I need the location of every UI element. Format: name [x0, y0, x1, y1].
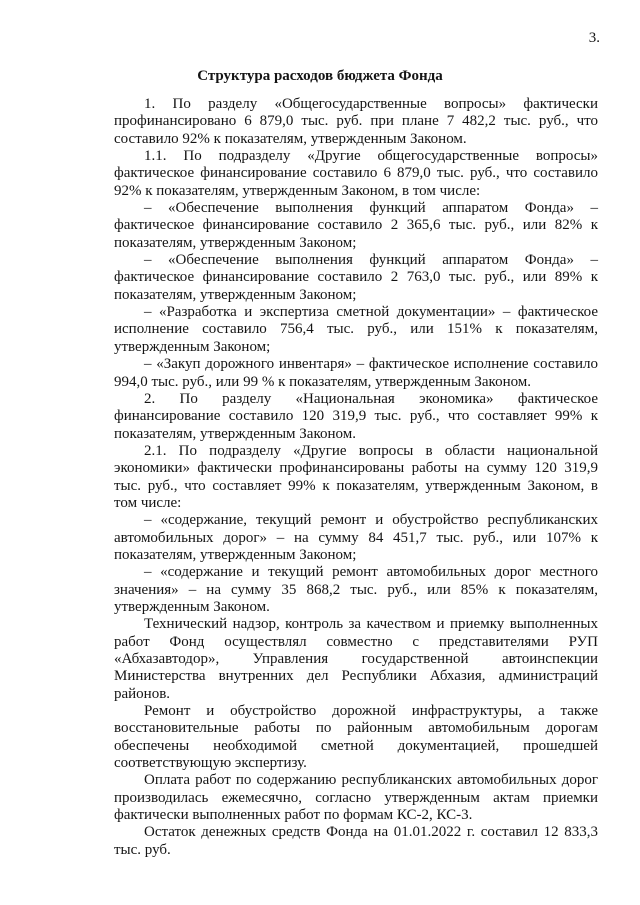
paragraph-item-apparatus-2: – «Обеспечение выполнения функций аппаратом Фонда» – фактическое финансирование составило 2 763,0 тыс. руб., или 89% к показателям, утвержденным Законом;	[114, 252, 598, 303]
page-number: 3.	[588, 30, 600, 46]
paragraph-item-republican-roads: – «содержание, текущий ремонт и обустройство республиканских автомобильных дорог» – на сумму 84 451,7 тыс. руб., или 107% к показателям, утвержденным Законом;	[114, 512, 598, 563]
document-body	[114, 96, 598, 859]
page-title: Структура расходов бюджета Фонда	[197, 68, 443, 84]
paragraph-payment: Оплата работ по содержанию республиканских автомобильных дорог производилась ежемесячно, согласно утвержденным актам приемки фактически выполненных работ по формам КС-2, КС-3.	[114, 772, 598, 824]
paragraph-section-1: 1. По разделу «Общегосударственные вопросы» фактически профинансировано 6 879,0 тыс. руб. при плане 7 482,2 тыс. руб., что составило 92% к показателям, утвержденным Законом.	[114, 96, 598, 147]
paragraph-item-local-roads: – «содержание и текущий ремонт автомобильных дорог местного значения» – на сумму 35 868,2 тыс. руб., или 85% к показателям, утвержденным Законом.	[114, 564, 598, 615]
paragraph-subsection-2-1: 2.1. По подразделу «Другие вопросы в области национальной экономики» фактически профинансированы работы на сумму 120 319,9 тыс. руб., что составляет 99% к показателям, утвержденным Законом, в том числе:	[114, 442, 598, 511]
paragraph-subsection-1-1: 1.1. По подразделу «Другие общегосударственные вопросы» фактическое финансирование составило 6 879,0 тыс. руб., что составило 92% к показателям, утвержденным Законом, в том числе:	[114, 148, 598, 199]
paragraph-section-2: 2. По разделу «Национальная экономика» фактическое финансирование составило 120 319,9 тыс. руб., что составляет 99% к показателям, утвержденным Законом.	[114, 390, 598, 442]
paragraph-item-estimate-docs: – «Разработка и экспертиза сметной документации» – фактическое исполнение составило 756,4 тыс. руб., или 151% к показателям, утвержденным Законом;	[114, 304, 598, 355]
paragraph-item-road-inventory: – «Закуп дорожного инвентаря» – фактическое исполнение составило 994,0 тыс. руб., или 99 % к показателям, утвержденным Законом.	[114, 356, 598, 390]
paragraph-balance: Остаток денежных средств Фонда на 01.01.2022 г. составил 12 833,3 тыс. руб.	[114, 824, 598, 858]
paragraph-technical-supervision: Технический надзор, контроль за качеством и приемку выполненных работ Фонд осуществлял совместно с представителями РУП «Абхазавтодор», Управления государственной автоинспекции Министерства внутренних дел Республики Абхазия, администраций районов.	[114, 616, 598, 702]
paragraph-item-apparatus-1: – «Обеспечение выполнения функций аппаратом Фонда» – фактическое финансирование составило 2 365,6 тыс. руб., или 82% к показателям, утвержденным Законом;	[114, 200, 598, 251]
paragraph-road-repair: Ремонт и обустройство дорожной инфраструктуры, а также восстановительные работы по районным автомобильным дорогам обеспечены необходимой сметной документацией, прошедшей соответствующую экспертизу.	[114, 703, 598, 772]
